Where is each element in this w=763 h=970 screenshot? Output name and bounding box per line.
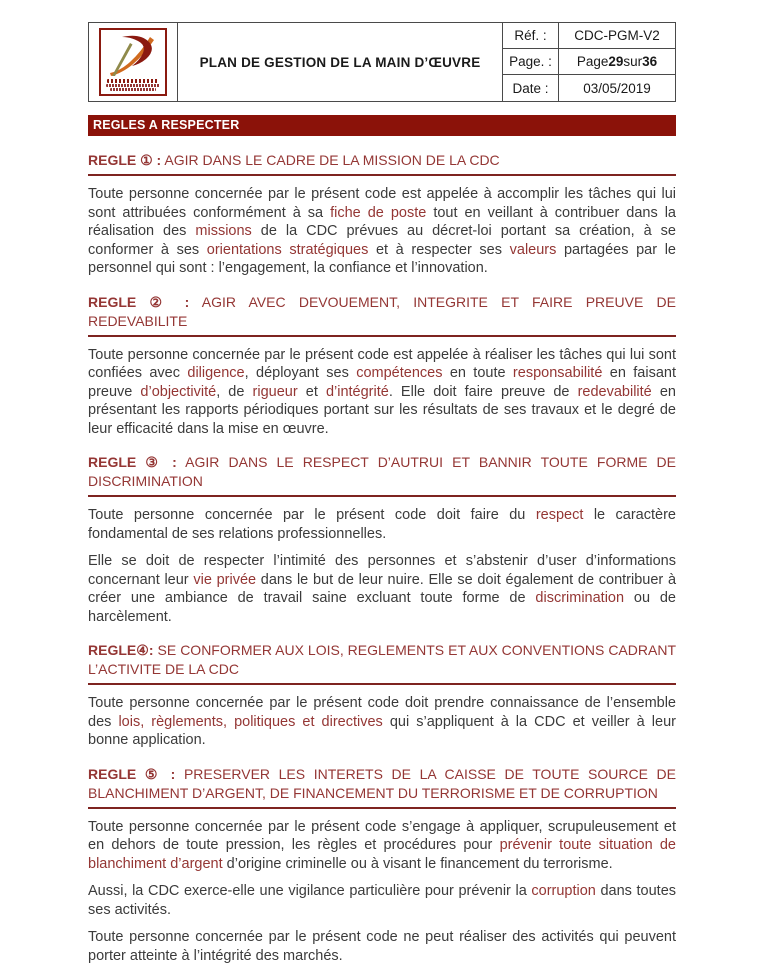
highlighted-term: valeurs (509, 241, 557, 258)
regle-2-label: REGLE ② : (88, 293, 190, 310)
highlighted-term: responsabilité (512, 365, 603, 381)
highlighted-term: diligence (187, 365, 245, 381)
text-run: , de (216, 383, 253, 400)
regle-5-paragraph (88, 882, 676, 919)
document-header (88, 22, 676, 102)
text-run: Aussi, la CDC exerce-elle une vigilance particulière pour prévenir la (88, 883, 532, 899)
text-run: Toute personne concernée par le présent code s’engage à appliquer, scrupuleusement et en dehors de toute pression, les règles et procédures pour (88, 818, 676, 853)
highlighted-term: vie privée (193, 571, 257, 588)
text-run: en faisant preuve (88, 365, 676, 400)
page-total: 36 (642, 54, 658, 69)
title-cell (178, 23, 503, 101)
highlighted-term: discrimination (535, 590, 625, 606)
regle-5-heading (88, 765, 676, 809)
document-title: PLAN DE GESTION DE LA MAIN D’ŒUVRE (199, 54, 481, 70)
regle-5-label: REGLE ⑤ : (88, 765, 176, 782)
regle-1-heading (88, 151, 676, 176)
highlighted-term: d’intégrité (325, 383, 389, 400)
regle-3-paragraph (88, 506, 676, 543)
section-banner: REGLES A RESPECTER (88, 115, 676, 136)
text-run: dans le but de leur nuire. Elle se doit également de contribuer à créer une ambiance de travail saine excluant toute forme de (88, 571, 677, 606)
section-regle-2 (88, 293, 676, 439)
date-label: Date : (503, 75, 559, 101)
page-prefix: Page (576, 54, 609, 69)
highlighted-term: fiche de poste (330, 204, 427, 221)
highlighted-term: corruption (531, 883, 596, 899)
text-run: en présentant les rapports périodiques portant sur les résultats de ses travaux et le degré de leur efficacité dans la mise en œuvre. (88, 383, 676, 437)
ref-value: CDC-PGM-V2 (559, 23, 675, 49)
regle-4-title: SE CONFORMER AUX LOIS, REGLEMENTS ET AUX CONVENTIONS CADRANT L’ACTIVITE DE LA CDC (88, 642, 676, 677)
highlighted-term: compétences (356, 365, 443, 381)
text-run: de la CDC prévues au décret-loi portant sa création, à se conformer à ses (88, 223, 677, 258)
text-run: tout en veillant à contribuer dans la réalisation des (88, 204, 676, 239)
page-separator: sur (623, 54, 643, 69)
logo-caption-line (106, 84, 160, 87)
highlighted-term: orientations stratégiques (206, 241, 369, 258)
highlighted-term: d’objectivité (140, 383, 217, 400)
text-run: ou de harcèlement. (88, 590, 676, 625)
section-regle-1 (88, 151, 676, 278)
text-run: Toute personne concernée par le présent code ne peut réaliser des activités qui peuvent porter atteinte à l’intégrité des marchés. (88, 929, 676, 964)
text-run: qui s’appliquent à la CDC et veiller à leur bonne application. (88, 713, 676, 748)
regle-4-label: REGLE④: (88, 642, 154, 658)
regle-5-paragraph (88, 818, 676, 874)
regle-5-title: PRESERVER LES INTERETS DE LA CAISSE DE TOUTE SOURCE DE BLANCHIMENT D’ARGENT, DE FINANCEMENT DU TERRORISME ET DE CORRUPTION (88, 765, 676, 801)
page-value (559, 49, 675, 75)
text-run: Toute personne concernée par le présent code doit faire du (88, 507, 536, 523)
text-run: dans toutes ses activités. (88, 883, 677, 918)
regle-4-paragraph (88, 694, 676, 750)
regle-1-label: REGLE ① : (88, 152, 162, 168)
text-run: le caractère fondamental de ses relations professionnelles. (88, 507, 676, 542)
regle-3-paragraph (88, 552, 676, 626)
text-run: , déployant ses (244, 365, 357, 381)
logo-cell (89, 23, 178, 101)
page-label: Page. : (503, 49, 559, 75)
section-regle-5 (88, 765, 676, 966)
text-run: Elle se doit de respecter l’intimité des personnes et s’abstenir d’user d’informations concernant leur (88, 553, 676, 588)
cdc-logo-icon (104, 33, 162, 77)
regle-1-paragraph (88, 185, 676, 278)
section-regle-3 (88, 453, 676, 626)
regle-2-heading (88, 293, 676, 337)
highlighted-term: prévenir toute situation de blanchiment d’argent (88, 837, 676, 872)
regle-3-title: AGIR DANS LE RESPECT D’AUTRUI ET BANNIR TOUTE FORME DE DISCRIMINATION (88, 454, 676, 489)
text-run: et à respecter ses (368, 241, 510, 258)
regle-2-title: AGIR AVEC DEVOUEMENT, INTEGRITE ET FAIRE PREUVE DE REDEVABILITE (88, 293, 676, 329)
highlighted-term: redevabilité (577, 383, 652, 400)
regle-1-title: AGIR DANS LE CADRE DE LA MISSION DE LA CDC (161, 152, 500, 168)
regle-4-heading (88, 641, 676, 685)
cdc-logo (99, 28, 167, 96)
text-run: partagées par le personnel qui sont : l’engagement, la confiance et l’innovation. (88, 241, 676, 276)
text-run: Toute personne concernée par le présent code doit prendre connaissance de l’ensemble des (88, 695, 676, 730)
regle-3-heading (88, 453, 676, 497)
logo-caption-arabic (107, 79, 159, 83)
text-run: et (297, 383, 326, 400)
highlighted-term: respect (535, 507, 584, 523)
regle-2-paragraph (88, 346, 676, 439)
highlighted-term: lois, règlements, politiques et directives (118, 713, 383, 730)
text-run: Toute personne concernée par le présent code est appelée à accomplir les tâches qui lui sont attribuées conformément à sa (88, 186, 676, 221)
section-regle-4 (88, 641, 676, 750)
ref-label: Réf. : (503, 23, 559, 49)
logo-caption-line (110, 88, 156, 91)
page-content (88, 22, 676, 965)
text-run: d’origine criminelle ou à visant le financement du terrorisme. (222, 855, 613, 872)
text-run: en toute (442, 365, 513, 381)
text-run: . Elle doit faire preuve de (388, 383, 578, 400)
highlighted-term: rigueur (252, 383, 298, 400)
regle-5-paragraph (88, 928, 676, 965)
highlighted-term: missions (195, 223, 252, 239)
date-value: 03/05/2019 (583, 80, 651, 96)
logo-caption-lines (105, 78, 161, 91)
regle-3-label: REGLE ③ : (88, 454, 177, 470)
page-current: 29 (608, 54, 624, 69)
text-run: Toute personne concernée par le présent code est appelée à réaliser les tâches qui lui sont confiées avec (88, 346, 676, 381)
header-meta-table (503, 23, 675, 101)
